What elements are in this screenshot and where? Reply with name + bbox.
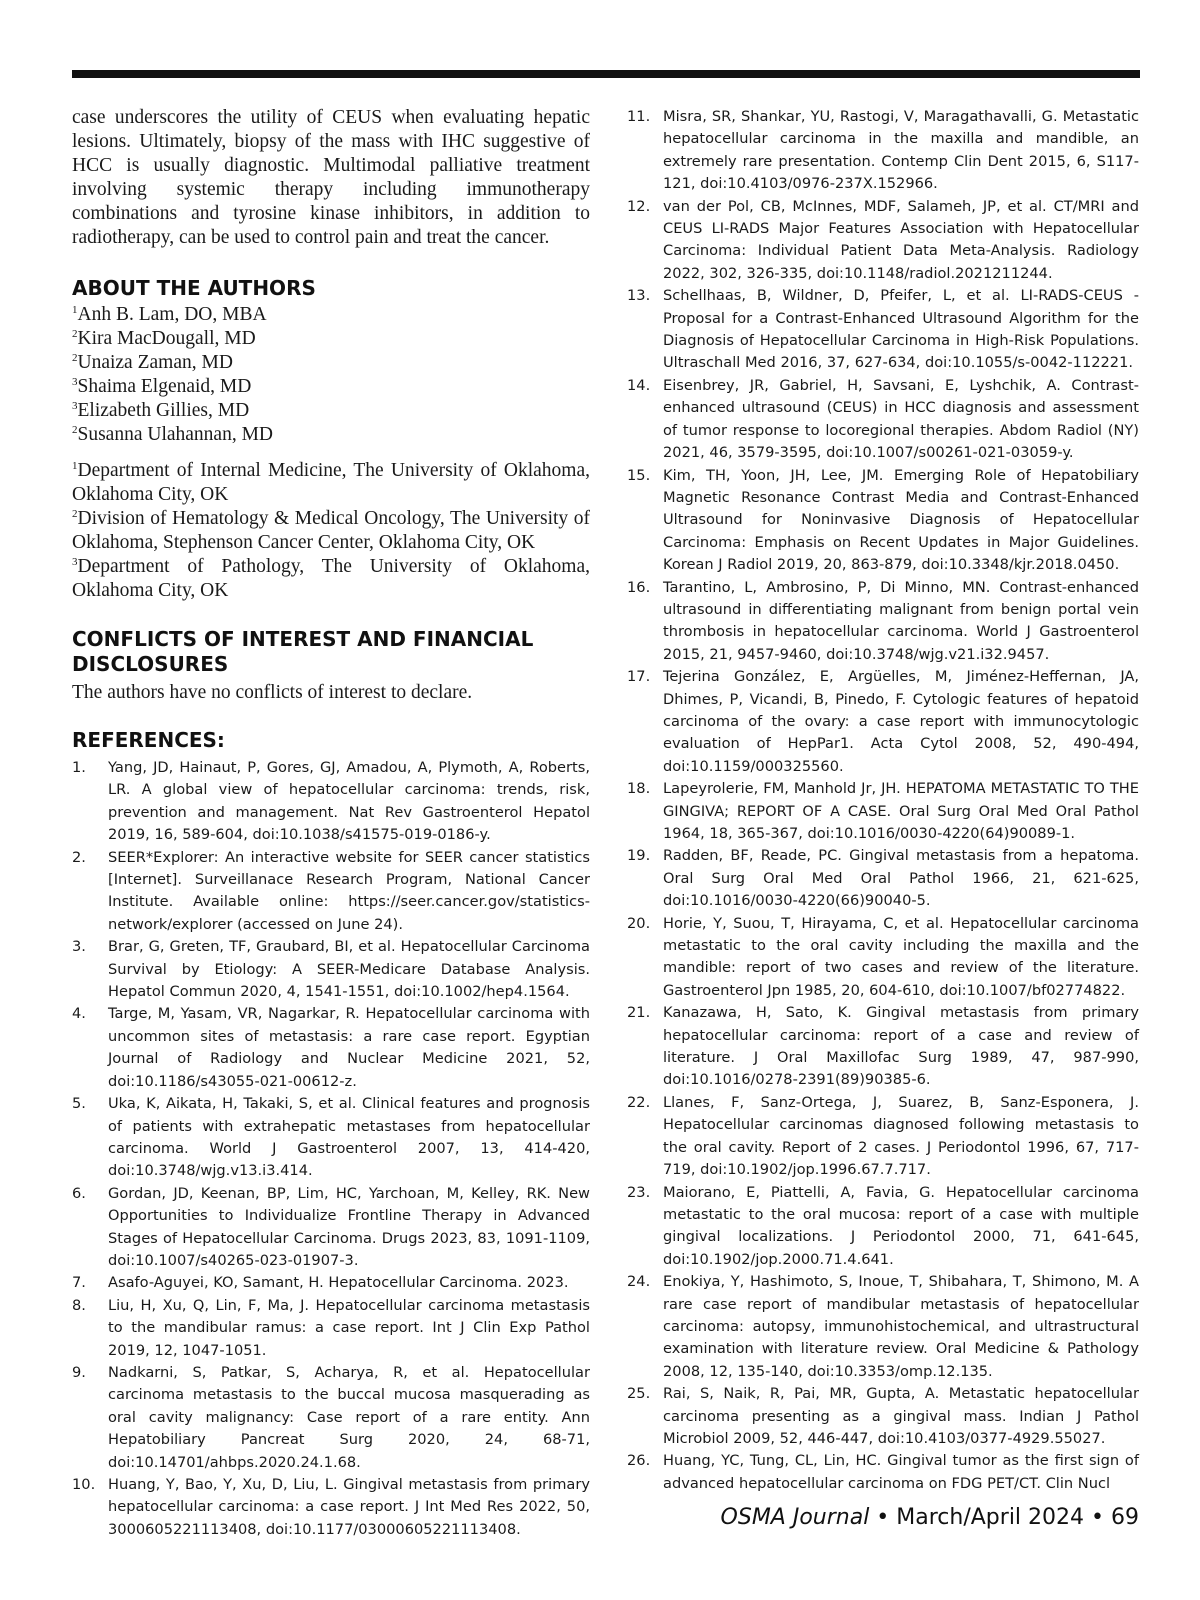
reference-text: Liu, H, Xu, Q, Lin, F, Ma, J. Hepatocellular carcinoma metastasis to the mandibular ramus: a case report. Int J Clin Exp Pathol 2019, 12, 1047-1051. [108,1296,590,1359]
reference-text: Targe, M, Yasam, VR, Nagarkar, R. Hepatocellular carcinoma with uncommon sites of metastasis: a rare case report. Egyptian Journal of Radiology and Nuclear Medicine 2021, 52, doi:10.1186/s43055-021-00612-z. [108,1005,590,1090]
author-name: Elizabeth Gillies, MD [77,400,250,421]
author-item [72,327,590,351]
reference-item [72,936,590,1003]
author-name: Susanna Ulahannan, MD [77,424,274,445]
reference-text: Yang, JD, Hainaut, P, Gores, GJ, Amadou, A, Plymoth, A, Roberts, LR. A global view of hepatocellular carcinoma: trends, risk, prevention and management. Nat Rev Gastroenterol Hepatol 2019, 16, 589-604, doi:10.1038/s41575-019-0186-y. [108,759,590,844]
author-affiliation-sup: 2 [72,352,78,364]
reference-text: Rai, S, Naik, R, Pai, MR, Gupta, A. Metastatic hepatocellular carcinoma presenting as a gingival mass. Indian J Pathol Microbiol 2009, 52, 446-447, doi:10.4103/0377-4929.55027. [663,1385,1139,1447]
reference-number: 1. [72,759,86,776]
reference-text: SEER*Explorer: An interactive website for SEER cancer statistics [Internet]. Surveillanace Research Program, National Cancer Institute. Available online: https://seer.cancer.gov/statistics-network/explorer (accessed on June 24). [108,848,590,933]
reference-number: 16. [627,578,651,596]
reference-text: Kim, TH, Yoon, JH, Lee, JM. Emerging Role of Hepatobiliary Magnetic Resonance Contrast Media and Contrast-Enhanced Ultrasound for Noninvasive Diagnosis of Hepatocellular Carcinoma: Emphasis on Recent Updates in Major Guidelines. Korean J Radiol 2019, 20, 863-879, doi:10.3348/kjr.2018.0450. [663,466,1139,574]
reference-item [627,1271,1139,1383]
reference-text: Tarantino, L, Ambrosino, P, Di Minno, MN. Contrast-enhanced ultrasound in differentiating malignant from benign portal vein thrombosis in hepatocellular carcinoma. World J Gastroenterol 2015, 21, 9457-9460, doi:10.3748/wjg.v21.i32.9457. [663,578,1139,663]
reference-list-left [72,757,590,1541]
reference-item [627,285,1139,375]
reference-item [72,1272,590,1294]
reference-number: 25. [627,1385,651,1403]
reference-number: 15. [627,466,651,484]
department-sup: 2 [72,508,78,520]
reference-text: Maiorano, E, Piattelli, A, Favia, G. Hepatocellular carcinoma metastatic to the oral mucosa: report of a case with multiple gingival localizations. J Periodontol 2000, 71, 641-645, doi:10.1902/jop.2000.71.4.641. [663,1183,1139,1268]
reference-list-right [627,106,1139,1495]
department-text: Department of Internal Medicine, The University of Oklahoma, Oklahoma City, OK [72,460,590,505]
reference-item [72,847,590,937]
reference-number: 23. [627,1183,651,1201]
reference-item [72,1003,590,1093]
page-footer [721,1505,1139,1530]
page-number: 69 [1111,1505,1139,1530]
header-rule [72,70,1140,78]
reference-item [627,666,1139,778]
reference-text: Nadkarni, S, Patkar, S, Acharya, R, et al. Hepatocellular carcinoma metastasis to the buccal mucosa masquerading as oral cavity malignancy: Case report of a rare entity. Ann Hepatobiliary Pancreat Surg 2020, 24, 68-71, doi:10.14701/ahbps.2020.24.1.68. [108,1363,590,1471]
author-item [72,375,590,399]
author-name: Anh B. Lam, DO, MBA [77,304,267,325]
reference-item [627,1002,1139,1092]
reference-number: 19. [627,847,651,865]
reference-number: 18. [627,780,651,798]
left-column [72,106,590,1541]
reference-text: Horie, Y, Suou, T, Hirayama, C, et al. Hepatocellular carcinoma metastatic to the oral cavity including the maxilla and the mandible: report of two cases and review of the literature. Gastroenterol Jpn 1985, 20, 604-610, doi:10.1007/bf02774822. [663,914,1139,999]
reference-item [627,1092,1139,1182]
reference-text: Kanazawa, H, Sato, K. Gingival metastasis from primary hepatocellular carcinoma: report of a case and review of literature. J Oral Maxillofac Surg 1989, 47, 987-990, doi:10.1016/0278-2391(89)90385-6. [663,1004,1139,1089]
reference-item [627,465,1139,577]
reference-text: Eisenbrey, JR, Gabriel, H, Savsani, E, Lyshchik, A. Contrast-enhanced ultrasound (CEUS) in HCC diagnosis and assessment of tumor response to locoregional therapies. Abdom Radiol (NY) 2021, 46, 3579-3595, doi:10.1007/s00261-021-03059-y. [663,376,1139,462]
reference-number: 7. [72,1274,86,1292]
reference-item [627,913,1139,1003]
reference-text: Schellhaas, B, Wildner, D, Pfeifer, L, et al. LI-RADS-CEUS - Proposal for a Contrast-Enhanced Ultrasound Algorithm for the Diagnosis of Hepatocellular Carcinoma in High-Risk Populations. Ultraschall Med 2016, 37, 627-634, doi:10.1055/s-0042-112221. [663,287,1139,372]
reference-number: 3. [72,938,86,956]
author-list [72,303,590,447]
reference-item [627,1383,1139,1450]
reference-item [627,196,1139,286]
reference-text: van der Pol, CB, McInnes, MDF, Salameh, JP, et al. CT/MRI and CEUS LI-RADS Major Features Association with Hepatocellular Carcinoma: Individual Patient Data Meta-Analysis. Radiology 2022, 302, 326-335, doi:10.1148/radiol.2021211244. [663,197,1139,282]
reference-item [627,375,1139,465]
reference-item [627,1450,1139,1495]
reference-item [72,1295,590,1362]
reference-number: 17. [627,668,651,686]
reference-number: 4. [72,1005,86,1023]
reference-item [72,1474,590,1541]
reference-text: Brar, G, Greten, TF, Graubard, BI, et al. Hepatocellular Carcinoma Survival by Etiology: A SEER-Medicare Database Analysis. Hepatol Commun 2020, 4, 1541-1551, doi:10.1002/hep4.1564. [108,938,590,1001]
author-item [72,423,590,447]
reference-text: Huang, YC, Tung, CL, Lin, HC. Gingival tumor as the first sign of advanced hepatocellular carcinoma on FDG PET/CT. Clin Nucl [663,1452,1139,1492]
reference-number: 9. [72,1363,86,1381]
reference-item [627,845,1139,912]
author-name: Kira MacDougall, MD [77,328,256,349]
reference-text: Enokiya, Y, Hashimoto, S, Inoue, T, Shibahara, T, Shimono, M. A rare case report of mandibular metastasis of hepatocellular carcinoma: autopsy, immunohistochemical, and ultrastructural examination with literature review. Oral Medicine & Pathology 2008, 12, 135-140, doi:10.3353/omp.12.135. [663,1273,1139,1380]
reference-number: 14. [627,376,651,394]
reference-item [627,577,1139,667]
department-item [72,507,590,555]
author-item [72,303,590,327]
author-item [72,399,590,423]
right-column [627,106,1139,1495]
reference-number: 20. [627,914,651,932]
author-affiliation-sup: 2 [72,424,78,436]
department-text: Department of Pathology, The University of Oklahoma, Oklahoma City, OK [72,556,590,601]
reference-text: Asafo-Aguyei, KO, Samant, H. Hepatocellular Carcinoma. 2023. [108,1274,569,1292]
conflicts-text: The authors have no conflicts of interest to declare. [72,682,473,703]
author-affiliation-sup: 1 [72,304,78,316]
reference-number: 11. [627,108,651,125]
reference-number: 21. [627,1004,651,1022]
reference-text: Huang, Y, Bao, Y, Xu, D, Liu, L. Gingival metastasis from primary hepatocellular carcinoma: a case report. J Int Med Res 2022, 50, 3000605221113408, doi:10.1177/03000605221113408. [108,1476,590,1538]
about-authors-heading: ABOUT THE AUTHORS [72,276,316,300]
reference-text: Misra, SR, Shankar, YU, Rastogi, V, Maragathavalli, G. Metastatic hepatocellular carcinoma in the maxilla and mandible, an extremely rare presentation. Contemp Clin Dent 2015, 6, S117-121, doi:10.4103/0976-237X.152966. [663,108,1139,193]
department-list [72,459,590,603]
author-name: Shaima Elgenaid, MD [77,376,252,397]
footer-issue: March/April 2024 [896,1505,1085,1530]
reference-item [72,757,590,847]
footer-separator: • [1084,1505,1111,1530]
author-item [72,351,590,375]
reference-text: Radden, BF, Reade, PC. Gingival metastasis from a hepatoma. Oral Surg Oral Med Oral Pathol 1966, 21, 621-625, doi:10.1016/0030-4220(66)90040-5. [663,847,1139,910]
reference-number: 5. [72,1095,86,1113]
reference-number: 2. [72,848,86,866]
author-affiliation-sup: 3 [72,376,78,388]
department-item [72,555,590,603]
reference-number: 12. [627,197,651,215]
reference-number: 24. [627,1273,651,1291]
reference-number: 22. [627,1093,651,1111]
reference-item [72,1093,590,1183]
reference-item [72,1362,590,1474]
department-sup: 3 [72,556,78,568]
intro-paragraph: case underscores the utility of CEUS when evaluating hepatic lesions. Ultimately, biopsy of the mass with IHC suggestive of HCC is usually diagnostic. Multimodal palliative treatment involving systemic therapy including immunotherapy combinations and tyrosine kinase inhibitors, in addition to radiotherapy, can be used to control pain and treat the cancer. [72,107,590,248]
reference-number: 8. [72,1296,86,1314]
department-text: Division of Hematology & Medical Oncology, The University of Oklahoma, Stephenson Cancer Center, Oklahoma City, OK [72,508,590,553]
reference-text: Gordan, JD, Keenan, BP, Lim, HC, Yarchoan, M, Kelley, RK. New Opportunities to Individualize Frontline Therapy in Advanced Stages of Hepatocellular Carcinoma. Drugs 2023, 83, 1091-1109, doi:10.1007/s40265-023-01907-3. [108,1184,590,1269]
reference-text: Llanes, F, Sanz-Ortega, J, Suarez, B, Sanz-Esponera, J. Hepatocellular carcinomas diagnosed following metastasis to the oral cavity. Report of 2 cases. J Periodontol 1996, 67, 717-719, doi:10.1902/jop.1996.67.7.717. [663,1093,1139,1179]
department-sup: 1 [72,460,78,472]
author-affiliation-sup: 2 [72,328,78,340]
reference-number: 13. [627,287,651,305]
reference-item [627,778,1139,845]
reference-number: 10. [72,1476,96,1493]
footer-separator: • [869,1505,897,1530]
reference-item [72,1183,590,1273]
author-affiliation-sup: 3 [72,400,78,412]
department-item [72,459,590,507]
reference-item [627,106,1139,196]
references-heading: REFERENCES: [72,728,225,752]
conflicts-heading: CONFLICTS OF INTEREST AND FINANCIAL DISCLOSURES [72,627,534,676]
reference-item [627,1182,1139,1272]
author-name: Unaiza Zaman, MD [77,352,233,373]
reference-text: Tejerina González, E, Argüelles, M, Jiménez-Heffernan, JA, Dhimes, P, Vicandi, B, Pinedo, F. Cytologic features of hepatoid carcinoma of the ovary: a case report with immunocytologic evaluation of HepPar1. Acta Cytol 2008, 52, 490-494, doi:10.1159/000325560. [663,668,1139,775]
reference-text: Uka, K, Aikata, H, Takaki, S, et al. Clinical features and prognosis of patients with extrahepatic metastases from hepatocellular carcinoma. World J Gastroenterol 2007, 13, 414-420, doi:10.3748/wjg.v13.i3.414. [108,1095,590,1180]
reference-text: Lapeyrolerie, FM, Manhold Jr, JH. HEPATOMA METASTATIC TO THE GINGIVA; REPORT OF A CASE. Oral Surg Oral Med Oral Pathol 1964, 18, 365-367, doi:10.1016/0030-4220(64)90089-1. [663,780,1139,842]
reference-number: 6. [72,1184,86,1202]
footer-journal-name: OSMA Journal [720,1505,870,1530]
reference-number: 26. [627,1452,651,1470]
